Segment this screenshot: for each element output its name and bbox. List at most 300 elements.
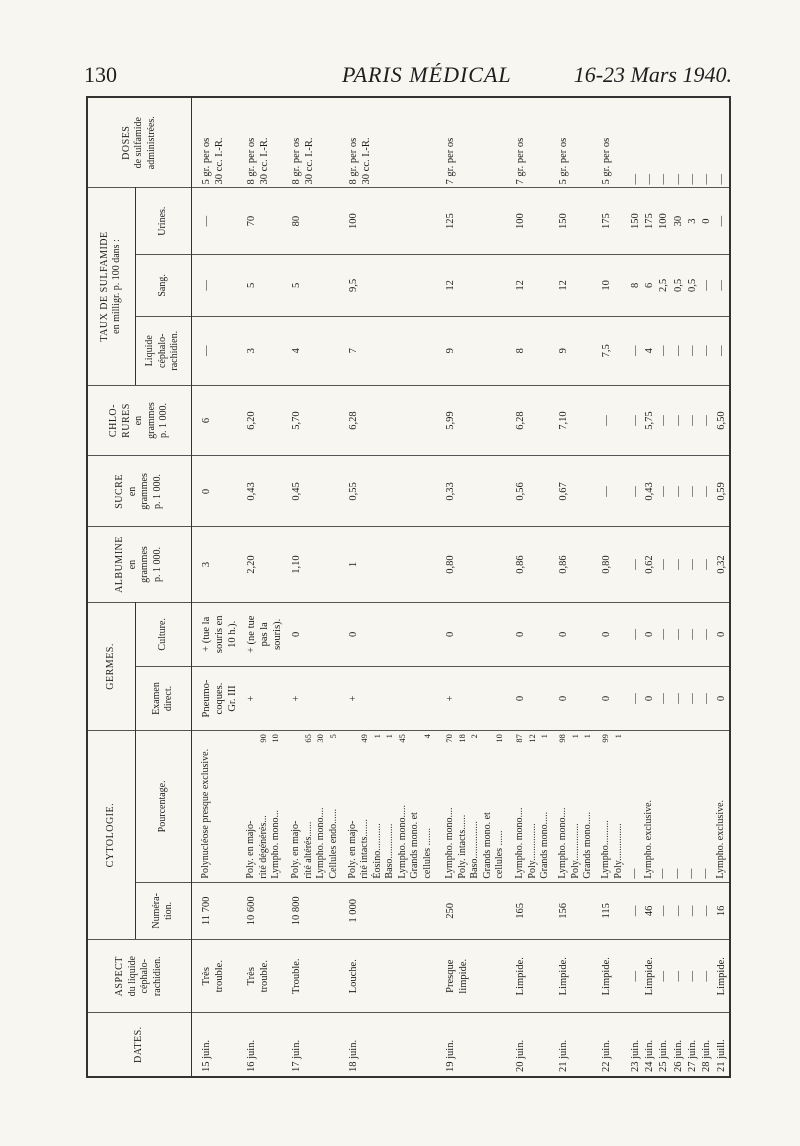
doses-cell xyxy=(629,97,643,188)
numeration-cell: 165 xyxy=(513,882,556,940)
header-line: grammes xyxy=(139,546,151,583)
dose-line: 8 gr. per os xyxy=(291,137,303,185)
sang-sulfamide-cell: 6 xyxy=(643,254,657,316)
doses-cell xyxy=(657,97,671,188)
cytology-percent: 12 xyxy=(526,734,537,743)
header-line: en milligr. p. 100 dans : xyxy=(111,239,123,334)
cytology-label: Poly. en majo- xyxy=(245,820,257,879)
header-line: en xyxy=(126,559,138,570)
header-line: SUCRE xyxy=(114,474,126,509)
chlorures-cell: — xyxy=(700,385,714,456)
cytology-line xyxy=(359,734,372,878)
cytology-label: Grands mono. et xyxy=(409,812,421,879)
header-taux-sulfamide xyxy=(87,188,135,385)
header-sucre xyxy=(87,456,191,527)
sang-sulfamide-cell: 2,5 xyxy=(657,254,671,316)
examen-line: + xyxy=(246,695,258,702)
examen-line: + xyxy=(347,695,359,702)
doses-cell xyxy=(289,97,346,188)
aspect-line: — xyxy=(658,970,670,982)
cytology-label: Grands mono..... xyxy=(582,811,594,879)
header-line: tion. xyxy=(163,901,174,920)
culture-cell xyxy=(629,602,643,666)
culture-line: 0 xyxy=(558,631,570,637)
date-cell: 24 juin. xyxy=(643,1013,657,1077)
albumine-cell: 0,62 xyxy=(643,527,657,602)
cytology-percent: 65 xyxy=(302,734,313,743)
sang-sulfamide-cell: 9,5 xyxy=(346,254,443,316)
table-row xyxy=(346,97,443,1077)
culture-cell xyxy=(686,602,700,666)
culture-cell xyxy=(657,602,671,666)
sang-sulfamide-cell: 12 xyxy=(443,254,513,316)
sang-sulfamide-cell: 12 xyxy=(513,254,556,316)
culture-line: 0 xyxy=(644,631,656,637)
date-cell: 20 juin. xyxy=(513,1013,556,1077)
cytology-label: cellules ....... xyxy=(421,828,433,879)
chlorures-cell: — xyxy=(629,385,643,456)
cytology-percent: 5 xyxy=(327,734,338,739)
culture-cell xyxy=(715,602,730,666)
aspect-cell xyxy=(672,940,686,1013)
aspect-line: Limpide. xyxy=(715,957,727,996)
aspect-line: Louche. xyxy=(347,959,359,994)
cytology-label: Cellules endo...... xyxy=(327,808,339,879)
aspect-cell xyxy=(513,940,556,1013)
header-line: céphalo- xyxy=(156,333,168,368)
culture-line: 0 xyxy=(347,631,359,637)
cytology-line xyxy=(258,734,271,878)
albumine-cell: 1,10 xyxy=(289,527,346,602)
cytology-percent: 10 xyxy=(494,734,505,743)
culture-line: 0 xyxy=(515,631,527,637)
urines-sulfamide-cell: 30 xyxy=(672,188,686,254)
header-line: p. 1 000. xyxy=(151,473,163,509)
rotated-table-frame xyxy=(86,96,731,1078)
culture-cell xyxy=(346,602,443,666)
numeration-cell: 115 xyxy=(599,882,628,940)
aspect-cell xyxy=(700,940,714,1013)
chlorures-cell: 7,10 xyxy=(556,385,599,456)
examen-cell xyxy=(672,666,686,730)
dose-line: 5 gr. per os xyxy=(601,137,613,185)
urines-sulfamide-cell: 3 xyxy=(686,188,700,254)
cytology-line xyxy=(643,734,656,878)
header-line: DOSES xyxy=(120,125,132,160)
culture-line: 0 xyxy=(291,631,303,637)
header-line: en xyxy=(133,415,144,426)
date-cell: 21 juill. xyxy=(715,1013,730,1077)
urines-sulfamide-cell: 150 xyxy=(556,188,599,254)
examen-line: — xyxy=(701,693,713,704)
aspect-line: Presque xyxy=(445,959,457,993)
header-line: p. 1 000. xyxy=(151,547,163,583)
examen-line: + xyxy=(445,695,457,702)
culture-line: — xyxy=(701,629,713,640)
pourcentage-cell xyxy=(657,731,671,882)
examen-line: + xyxy=(291,695,303,702)
culture-cell xyxy=(244,602,289,666)
chlorures-cell: 5,70 xyxy=(289,385,346,456)
examen-cell xyxy=(513,666,556,730)
culture-line: souris en xyxy=(213,615,225,654)
cytology-label: Lympho. mono.... xyxy=(514,807,526,879)
examen-cell xyxy=(715,666,730,730)
cytology-line xyxy=(527,734,540,878)
examen-line: 0 xyxy=(715,695,727,702)
culture-line: — xyxy=(672,629,684,640)
urines-sulfamide-cell: 70 xyxy=(244,188,289,254)
sucre-cell: 0 xyxy=(191,456,244,527)
urines-sulfamide-cell: 100 xyxy=(346,188,443,254)
cytology-line xyxy=(672,734,685,878)
culture-cell xyxy=(191,602,244,666)
chlorures-cell: — xyxy=(672,385,686,456)
aspect-cell xyxy=(443,940,513,1013)
dose-line: — xyxy=(701,173,713,185)
sucre-cell: — xyxy=(686,456,700,527)
urines-sulfamide-cell: 100 xyxy=(513,188,556,254)
date-cell: 21 juin. xyxy=(556,1013,599,1077)
sang-sulfamide-cell: 10 xyxy=(599,254,628,316)
culture-line: souris). xyxy=(272,618,284,650)
albumine-cell: — xyxy=(686,527,700,602)
urines-sulfamide-cell: 175 xyxy=(643,188,657,254)
cytology-label: Baso.............. xyxy=(384,823,396,879)
cytology-line xyxy=(303,734,316,878)
chlorures-cell: — xyxy=(657,385,671,456)
cytology-line xyxy=(409,734,422,878)
culture-line: + (ne tue xyxy=(246,615,258,654)
cytology-label: Lympho. mono... xyxy=(270,809,282,879)
table-row xyxy=(244,97,289,1077)
examen-cell xyxy=(346,666,443,730)
aspect-cell xyxy=(244,940,289,1013)
header-line: direct. xyxy=(163,685,174,712)
dose-line: 8 gr. per os xyxy=(347,137,359,185)
cytology-label: Poly............... xyxy=(569,823,581,879)
cytology-percent: 45 xyxy=(396,734,407,743)
sucre-cell: — xyxy=(672,456,686,527)
cytology-percent: 98 xyxy=(557,734,568,743)
table-row xyxy=(657,97,671,1077)
culture-cell xyxy=(443,602,513,666)
cytology-label: Lympho. exclusive. xyxy=(714,799,726,879)
culture-line: — xyxy=(629,629,641,640)
aspect-cell xyxy=(346,940,443,1013)
aspect-line: trouble. xyxy=(213,960,225,993)
date-cell: 16 juin. xyxy=(244,1013,289,1077)
header-line: TAUX DE SULFAMIDE xyxy=(98,231,110,342)
header-chlorures xyxy=(87,385,191,456)
cytology-label: Lympho. mono.... xyxy=(557,807,569,879)
culture-line: 10 h.). xyxy=(226,620,238,648)
date-cell: 26 juin. xyxy=(672,1013,686,1077)
cytology-percent: 70 xyxy=(444,734,455,743)
cytology-line xyxy=(715,734,728,878)
sucre-cell: 0,55 xyxy=(346,456,443,527)
dose-line: 5 gr. per os xyxy=(200,137,212,185)
cytology-line xyxy=(657,734,670,878)
lcr-sulfamide-cell: 3 xyxy=(244,316,289,385)
cytology-line xyxy=(539,734,552,878)
albumine-cell: 0,86 xyxy=(556,527,599,602)
cytology-percent: 49 xyxy=(359,734,370,743)
cytology-line xyxy=(328,734,341,878)
lcr-sulfamide-cell: — xyxy=(657,316,671,385)
examen-cell xyxy=(556,666,599,730)
cytology-percent: 1 xyxy=(384,734,395,739)
doses-cell xyxy=(346,97,443,188)
culture-cell xyxy=(289,602,346,666)
pourcentage-cell xyxy=(191,731,244,882)
culture-cell xyxy=(599,602,628,666)
lcr-sulfamide-cell: 7 xyxy=(346,316,443,385)
pourcentage-cell xyxy=(643,731,657,882)
date-cell: 28 juin. xyxy=(700,1013,714,1077)
lcr-sulfamide-cell: — xyxy=(191,316,244,385)
aspect-line: Limpide. xyxy=(644,957,656,996)
culture-line: + (tue la xyxy=(200,616,212,652)
lcr-sulfamide-cell: — xyxy=(700,316,714,385)
culture-cell xyxy=(672,602,686,666)
header-dates: DATES. xyxy=(87,1013,191,1077)
cytology-percent: 2 xyxy=(469,734,480,739)
albumine-cell: 3 xyxy=(191,527,244,602)
header-cytologie: CYTOLOGIE. xyxy=(87,731,135,940)
header-line: grammes xyxy=(145,402,157,439)
examen-cell xyxy=(443,666,513,730)
table-row xyxy=(443,97,513,1077)
sucre-cell: — xyxy=(629,456,643,527)
albumine-cell: 0,80 xyxy=(599,527,628,602)
numeration-cell: 10 600 xyxy=(244,882,289,940)
header-line: du liquide xyxy=(126,956,138,997)
cytology-label: Lympho. mono.... xyxy=(444,807,456,879)
culture-line: pas la xyxy=(259,622,271,647)
cytology-line xyxy=(629,734,642,878)
header-line: RURES xyxy=(120,403,132,438)
doses-cell xyxy=(244,97,289,188)
aspect-cell xyxy=(556,940,599,1013)
date-cell: 23 juin. xyxy=(629,1013,643,1077)
chlorures-cell: 6 xyxy=(191,385,244,456)
cytology-percent: 4 xyxy=(421,734,432,739)
cytology-label: Baso............... xyxy=(469,821,481,879)
examen-line: — xyxy=(658,693,670,704)
table-row xyxy=(643,97,657,1077)
aspect-cell xyxy=(289,940,346,1013)
albumine-cell: — xyxy=(672,527,686,602)
albumine-cell: — xyxy=(700,527,714,602)
sucre-cell: 0,33 xyxy=(443,456,513,527)
lcr-sulfamide-cell: — xyxy=(686,316,700,385)
doses-cell xyxy=(191,97,244,188)
cytology-label: Lympho.......... xyxy=(600,820,612,879)
running-head xyxy=(84,62,732,90)
culture-line: 0 xyxy=(445,631,457,637)
table-body xyxy=(191,97,730,1077)
cytology-line xyxy=(582,734,595,878)
sang-sulfamide-cell: 5 xyxy=(289,254,346,316)
examen-cell xyxy=(657,666,671,730)
doses-cell xyxy=(672,97,686,188)
aspect-line: — xyxy=(672,970,684,982)
page-number: 130 xyxy=(84,62,117,87)
cytology-label: rité altérés...... xyxy=(302,821,314,879)
header-germes: GERMES. xyxy=(87,602,135,730)
cytology-percent: 1 xyxy=(569,734,580,739)
aspect-line: — xyxy=(629,970,641,982)
dose-line: — xyxy=(629,173,641,185)
header-line: grammes xyxy=(139,473,151,510)
doses-cell xyxy=(443,97,513,188)
chlorures-cell: 6,50 xyxy=(715,385,730,456)
cytology-percent: 1 xyxy=(582,734,593,739)
examen-line: — xyxy=(672,693,684,704)
pourcentage-cell xyxy=(715,731,730,882)
aspect-cell xyxy=(657,940,671,1013)
lcr-sulfamide-cell: — xyxy=(672,316,686,385)
albumine-cell: 0,80 xyxy=(443,527,513,602)
table-row xyxy=(715,97,730,1077)
urines-sulfamide-cell: — xyxy=(191,188,244,254)
albumine-cell: 2,20 xyxy=(244,527,289,602)
urines-sulfamide-cell: — xyxy=(715,188,730,254)
dose-line: 30 cc. I.-R. xyxy=(213,137,225,185)
urines-sulfamide-cell: 0 xyxy=(700,188,714,254)
header-line: ASPECT xyxy=(114,956,126,997)
sucre-cell: 0,45 xyxy=(289,456,346,527)
dose-line: 7 gr. per os xyxy=(515,137,527,185)
albumine-cell: — xyxy=(657,527,671,602)
numeration-cell: — xyxy=(672,882,686,940)
header-urines: Urines. xyxy=(135,188,191,254)
culture-line: — xyxy=(686,629,698,640)
cytology-label: Poly............... xyxy=(612,823,624,879)
cytology-line xyxy=(347,734,360,878)
cytology-label: Poly............... xyxy=(526,823,538,879)
lcr-sulfamide-cell: 9 xyxy=(443,316,513,385)
pourcentage-cell xyxy=(346,731,443,882)
table-row xyxy=(556,97,599,1077)
pourcentage-cell xyxy=(556,731,599,882)
examen-cell xyxy=(643,666,657,730)
aspect-line: — xyxy=(701,970,713,982)
cytology-label: Poly. en majo- xyxy=(346,820,358,879)
header-line: ALBUMINE xyxy=(114,536,126,593)
cytology-line xyxy=(686,734,699,878)
date-cell: 17 juin. xyxy=(289,1013,346,1077)
sucre-cell: 0,43 xyxy=(643,456,657,527)
dose-line: 30 cc. I.-R. xyxy=(360,137,372,185)
lcr-sulfamide-cell: 8 xyxy=(513,316,556,385)
cytology-line xyxy=(397,734,410,878)
examen-line: coques. xyxy=(213,682,225,715)
doses-cell xyxy=(643,97,657,188)
header-line: céphalo- xyxy=(139,959,151,994)
aspect-cell xyxy=(643,940,657,1013)
cytology-line xyxy=(315,734,328,878)
aspect-line: Limpide. xyxy=(558,957,570,996)
sucre-cell: — xyxy=(599,456,628,527)
chlorures-cell: 5,75 xyxy=(643,385,657,456)
cytology-percent: 1 xyxy=(539,734,550,739)
cytology-percent: 1 xyxy=(612,734,623,739)
dose-line: — xyxy=(672,173,684,185)
header-doses xyxy=(87,97,191,188)
culture-line: 0 xyxy=(601,631,613,637)
sucre-cell: 0,59 xyxy=(715,456,730,527)
header-line: Numéra- xyxy=(150,893,162,929)
aspect-cell xyxy=(629,940,643,1013)
cytology-percent: 18 xyxy=(456,734,467,743)
table-row xyxy=(686,97,700,1077)
sang-sulfamide-cell: 0,5 xyxy=(672,254,686,316)
sang-sulfamide-cell: 12 xyxy=(556,254,599,316)
pourcentage-cell xyxy=(513,731,556,882)
examen-cell xyxy=(244,666,289,730)
culture-line: — xyxy=(658,629,670,640)
sucre-cell: — xyxy=(700,456,714,527)
sucre-cell: — xyxy=(657,456,671,527)
examen-cell xyxy=(629,666,643,730)
cytology-percent: 87 xyxy=(514,734,525,743)
aspect-line: trouble. xyxy=(259,960,271,993)
cytology-line xyxy=(570,734,583,878)
pourcentage-cell xyxy=(289,731,346,882)
examen-cell xyxy=(599,666,628,730)
numeration-cell: — xyxy=(686,882,700,940)
dose-line: 8 gr. per os xyxy=(246,137,258,185)
numeration-cell: 1 000 xyxy=(346,882,443,940)
examen-line: Pneumo- xyxy=(200,679,212,718)
dose-line: 5 gr. per os xyxy=(558,137,570,185)
pourcentage-cell xyxy=(686,731,700,882)
table-row xyxy=(599,97,628,1077)
header-line: CHLO- xyxy=(108,404,119,438)
sang-sulfamide-cell: 8 xyxy=(629,254,643,316)
culture-cell xyxy=(513,602,556,666)
header-line: Liquide xyxy=(144,335,156,367)
cytology-label: rité intacts....... xyxy=(359,819,371,879)
pourcentage-cell xyxy=(629,731,643,882)
cytology-line xyxy=(700,734,713,878)
cytology-percent: 30 xyxy=(315,734,326,743)
numeration-cell: 10 800 xyxy=(289,882,346,940)
urines-sulfamide-cell: 150 xyxy=(629,188,643,254)
lcr-sulfamide-cell: — xyxy=(629,316,643,385)
lcr-sulfamide-cell: 4 xyxy=(643,316,657,385)
numeration-cell: 16 xyxy=(715,882,730,940)
cytology-label: Éosino........... xyxy=(371,823,383,879)
table-row xyxy=(700,97,714,1077)
sucre-cell: 0,67 xyxy=(556,456,599,527)
cytology-line xyxy=(290,734,303,878)
header-liquide xyxy=(135,316,191,385)
aspect-cell xyxy=(599,940,628,1013)
urines-sulfamide-cell: 100 xyxy=(657,188,671,254)
sang-sulfamide-cell: 5 xyxy=(244,254,289,316)
table-row xyxy=(672,97,686,1077)
examen-line: 0 xyxy=(601,695,613,702)
header-line: p. 1 000. xyxy=(158,403,169,439)
header-line: rachidien. xyxy=(151,956,163,997)
examen-line: 0 xyxy=(644,695,656,702)
numeration-cell: 11 700 xyxy=(191,882,244,940)
sang-sulfamide-cell: — xyxy=(700,254,714,316)
examen-cell xyxy=(700,666,714,730)
